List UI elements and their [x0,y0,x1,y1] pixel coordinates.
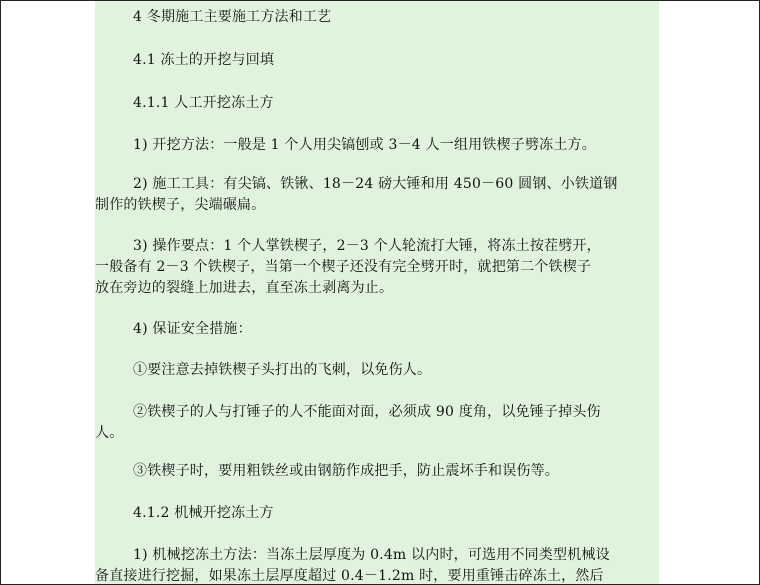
paragraph-item-2-line-2: 制作的铁楔子，尖端碾扁。 [95,197,266,213]
section-heading-4-1-2: 4.1.2 机械开挖冻土方 [133,505,274,521]
mechanical-method-line-1: 1) 机械挖冻土方法：当冻土层厚度为 0.4m 以内时，可选用不同类型机械设 [133,547,610,563]
paragraph-item-3-line-3: 放在旁边的裂缝上加进去，直至冻土剥离为止。 [95,280,394,296]
document-body [95,1,659,585]
paragraph-item-1: 1) 开挖方法：一般是 1 个人用尖镐刨或 3－4 人一组用铁楔子劈冻土方。 [133,137,596,153]
safety-measure-2-line-1: ②铁楔子的人与打锤子的人不能面对面，必须成 90 度角，以免锤子掉头伤 [133,404,601,420]
section-heading-4: 4 冬期施工主要施工方法和工艺 [133,9,332,25]
safety-measure-1: ①要注意去掉铁楔子头打出的飞刺，以免伤人。 [133,362,432,378]
mechanical-method-line-2: 备直接进行挖掘，如果冻土层厚度超过 0.4－1.2m 时，要用重锤击碎冻土，然后 [95,568,604,584]
section-heading-4-1-1: 4.1.1 人工开挖冻土方 [133,95,274,111]
section-heading-4-1: 4.1 冻土的开挖与回填 [133,52,275,68]
paragraph-item-4: 4) 保证安全措施： [133,321,252,337]
paragraph-item-3-line-1: 3) 操作要点：1 个人掌铁楔子，2－3 个人轮流打大锤，将冻土按茬劈开， [133,238,601,254]
safety-measure-3: ③铁楔子时，要用粗铁丝或由钢筋作成把手，防止震坏手和误伤等。 [133,463,559,479]
paragraph-item-2-line-1: 2) 施工工具：有尖镐、铁锹、18－24 磅大锤和用 450－60 圆钢、小铁道钢 [133,176,618,192]
paragraph-item-3-line-2: 一般备有 2－3 个铁楔子，当第一个楔子还没有完全劈开时，就把第二个铁楔子 [95,259,592,275]
safety-measure-2-line-2: 人。 [95,425,124,441]
